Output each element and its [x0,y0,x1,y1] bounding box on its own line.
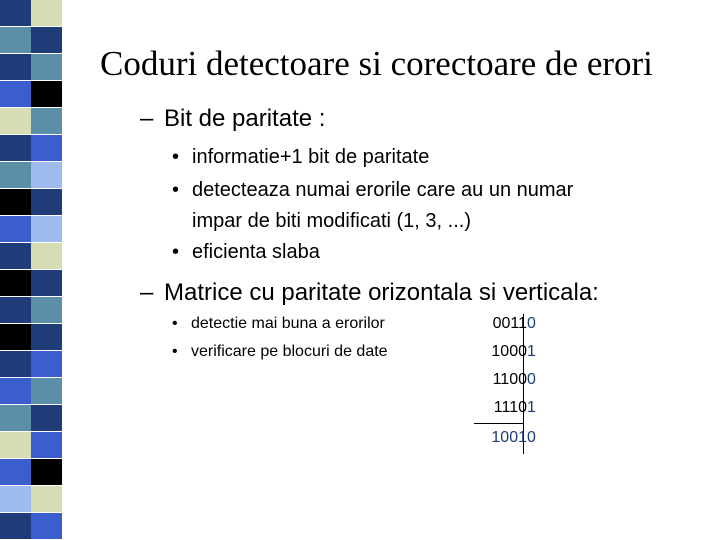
bullet-label: Matrice cu paritate orizontala si verticala: [164,279,599,306]
dash-marker: – [140,105,154,132]
stripe-block [0,0,31,27]
matrix-bits: 1000 [491,343,527,360]
stripe-block [31,432,62,459]
stripe-block [0,81,31,108]
stripe-block [31,54,62,81]
stripe-block [31,351,62,378]
matrix-row [474,394,554,422]
stripe-block [31,405,62,432]
stripe-block [0,486,31,513]
stripe-block [31,513,62,540]
bullet-marker: • [172,343,178,360]
stripe-block [0,297,31,324]
matrix-row [474,366,554,394]
bullet-label: Bit de paritate : [164,105,326,132]
stripe-block [31,459,62,486]
dash-marker: – [140,279,154,306]
matrix-parity-bit: 0 [527,315,536,332]
matrix-row [474,338,554,366]
parity-matrix [474,310,554,460]
stripe-block [31,135,62,162]
stripe-block [0,54,31,81]
matrix-row [474,310,554,338]
stripe-block [31,297,62,324]
stripe-block [0,243,31,270]
stripe-block [0,216,31,243]
sub-bullet-text: informatie+1 bit de paritate [192,146,430,168]
stripe-block [0,324,31,351]
matrix-bits: 1100 [492,371,527,388]
sub-bullet-text: eficienta slaba [192,241,320,263]
stripe-block [0,378,31,405]
sub-bullet-text: detecteaza numai erorile care au un numar [192,179,574,201]
stripe-block [0,459,31,486]
stripe-block [0,432,31,459]
stripe-block [31,189,62,216]
sub-bullet-text: detectie mai buna a erorilor [191,315,385,332]
stripe-block [31,216,62,243]
stripe-block [0,162,31,189]
matrix-parity-bit: 0 [527,371,536,388]
stripe-block [31,324,62,351]
stripe-block [31,0,62,27]
matrix-parity-bit: 1 [527,399,536,416]
stripe-block [31,486,62,513]
stripe-block [0,405,31,432]
matrix-parity-bit: 1 [527,343,536,360]
bullet-marker: • [172,146,180,168]
stripe-block [0,108,31,135]
matrix-row-parity [474,424,554,452]
bullet-marker: • [172,241,180,263]
sub-bullet-text: impar de biti modificati (1, 3, ...) [192,210,471,232]
sub-bullet-text: verificare pe blocuri de date [191,343,388,360]
matrix-bits: 1001 [491,429,527,446]
stripe-block [0,135,31,162]
matrix-parity-bit: 0 [527,429,536,446]
stripe-block [31,108,62,135]
slide-title: Coduri detectoare si corectoare de erori [100,44,653,83]
stripe-block [0,513,31,540]
stripe-column-right [31,0,62,540]
matrix-bits: 1110 [493,399,527,416]
stripe-block [0,189,31,216]
stripe-block [31,270,62,297]
matrix-bits: 0011 [492,315,527,332]
stripe-block [31,378,62,405]
stripe-block [0,351,31,378]
stripe-block [31,162,62,189]
stripe-block [31,243,62,270]
decorative-stripe [0,0,62,540]
bullet-marker: • [172,179,180,201]
stripe-column-left [0,0,31,540]
stripe-block [0,27,31,54]
bullet-marker: • [172,315,178,332]
stripe-block [0,270,31,297]
stripe-block [31,27,62,54]
stripe-block [31,81,62,108]
